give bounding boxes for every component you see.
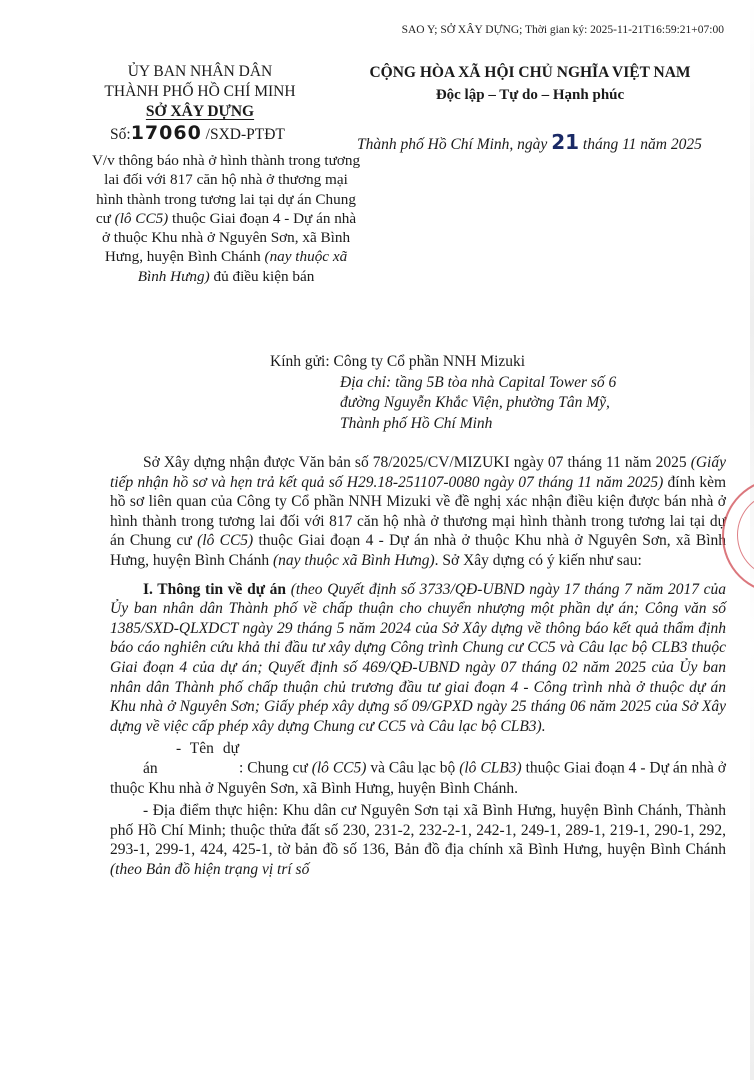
section-1 [110,580,726,737]
intro-note: (nay thuộc xã Bình Hưng) [272,551,435,569]
project-name-text: : Chung cư [239,759,312,777]
intro-text-3: thuộc Giai đoạn 4 - Dự án nhà ở thuộc Khu nhà ở Nguyên Sơn, xã Bình Hưng, huyện Bình Chánh [110,532,726,569]
intro-text: Sở Xây dựng nhận được Văn bản số 78/2025/CV/MIZUKI ngày 07 tháng 11 năm 2025 [143,454,691,471]
recipient-label: Kính gửi: [270,353,330,370]
subject-text-3: đủ điều kiện bán [209,267,315,285]
project-name-label: - Tên dự án [143,740,239,777]
project-lot-cc5: (lô CC5) [311,759,367,777]
project-lot-clb3: (lô CLB3) [459,759,522,777]
national-motto: Độc lập – Tự do – Hạnh phúc [435,87,625,103]
section-1-references: (theo Quyết định số 3733/QĐ-UBND ngày 17 tháng 7 năm 2017 của Ủy ban nhân dân Thành phố về chấp thuận cho chuyển nhượng một phần dự án; Công văn số 1385/SXD-QLXDCT ngày 29 tháng 5 năm 2024 của Sở Xây dựng về thông báo kết quả thẩm định báo cáo nghiên cứu khả thi đầu tư xây dựng Công trình Chung cư CC5 và Câu lạc bộ CLB3 thuộc Giai đoạn 4 của dự án; Quyết định số 469/QĐ-UBND ngày 07 tháng 02 năm 2025 của Ủy ban nhân dân Thành phố chấp thuận chủ trương đầu tư giai đoạn 4 - Công trình nhà ở thuộc dự án Khu nhà ở Nguyên Sơn; Giấy phép xây dựng số 09/GPXD ngày 25 tháng 06 năm 2025 của Sở Xây dựng về việc cấp phép xây dựng Chung cư CC5 và Câu lạc bộ CLB3). [110,580,726,735]
recipient-block [270,352,720,434]
subject-text: V/v thông báo nhà ở hình thành trong tương lai đối với 817 căn hộ nhà ở thương mại hình thành trong tương lai tại dự án Chung cư [91,152,361,227]
document-subject [90,151,362,286]
location-text: : Khu dân cư Nguyên Sơn tại xã Bình Hưng, huyện Bình Chánh, Thành phố Hồ Chí Minh; thuộc thửa đất số 230, 231-2, 232-2-1, 242-1, 249-1, 289-1, 219-1, 290-1, 292, 293-1, 299-1, 424, 425-1, tờ bản đồ số 136, Bản đồ địa chính xã Bình Hưng, huyện Bình Chánh [110,802,726,859]
project-name-mid: và Câu lạc bộ [366,759,460,777]
location-item [110,801,726,879]
recipient-address-3: Thành phố Hồ Chí Minh [340,414,493,432]
national-heading [350,62,710,106]
intro-lot: (lô CC5) [197,532,254,550]
digital-copy-stamp: SAO Y; SỞ XÂY DỰNG; Thời gian ký: 2025-11-21T16:59:21+07:00 [401,24,724,36]
document-number [110,122,285,144]
project-name-rest: thuộc Giai đoạn 4 - Dự án nhà ở thuộc Khu nhà ở Nguyên Sơn, xã Bình Hưng, huyện Bình Chánh. [110,759,726,797]
date-day: 21 [551,130,580,154]
project-name-item [110,739,726,798]
date-suffix: tháng 11 năm 2025 [582,136,702,153]
nation-name: CỘNG HÒA XÃ HỘI CHỦ NGHĨA VIỆT NAM [369,64,691,81]
subject-text-2: thuộc Giai đoạn 4 - Dự án nhà ở thuộc Khu nhà ở Nguyên Sơn, xã Bình Hưng, huyện Bình Chánh [101,209,357,266]
committee-name: ỦY BAN NHÂN DÂN [127,63,273,80]
document-body [110,453,726,879]
subject-note: (nay thuộc xã Bình Hưng) [137,248,348,285]
recipient-address-2: đường Nguyễn Khắc Viện, phường Tân Mỹ, [340,394,610,411]
recipient-company: Công ty Cổ phần NNH Mizuki [333,353,526,370]
intro-text-2: đính kèm hồ sơ liên quan của Công ty Cổ phần NNH Mizuki về đề nghị xác nhận điều kiện được bán nhà ở hình thành trong tương lai đối với 817 căn hộ nhà ở thương mại hình thành trong tương lai tại dự án Chung cư [110,473,727,550]
location-note: (theo Bản đồ hiện trạng vị trí số [110,860,310,878]
date-prefix: Thành phố Hồ Chí Minh, ngày [357,136,548,153]
location-label: - Địa điểm thực hiện [143,802,274,820]
intro-paragraph [110,453,726,571]
intro-text-4: . Sở Xây dựng có ý kiến như sau: [434,551,642,569]
recipient-address-1: Địa chỉ: tầng 5B tòa nhà Capital Tower số 6 [340,373,617,391]
issue-date [357,130,702,154]
intro-receipt: (Giấy tiếp nhận hồ sơ và hẹn trả kết quả số H29.18-251107-0080 ngày 07 tháng 11 năm 2025) [110,454,726,491]
department-name: SỞ XÂY DỰNG [145,103,255,120]
city-name: THÀNH PHỐ HỒ CHÍ MINH [104,83,296,100]
section-1-heading: I. Thông tin về dự án [143,580,287,598]
number-suffix: /SXD-PTĐT [205,126,285,143]
issuing-authority [70,62,330,122]
number-value: 17060 [130,122,202,144]
number-prefix: Số: [110,126,131,143]
subject-lot: (lô CC5) [114,209,169,227]
